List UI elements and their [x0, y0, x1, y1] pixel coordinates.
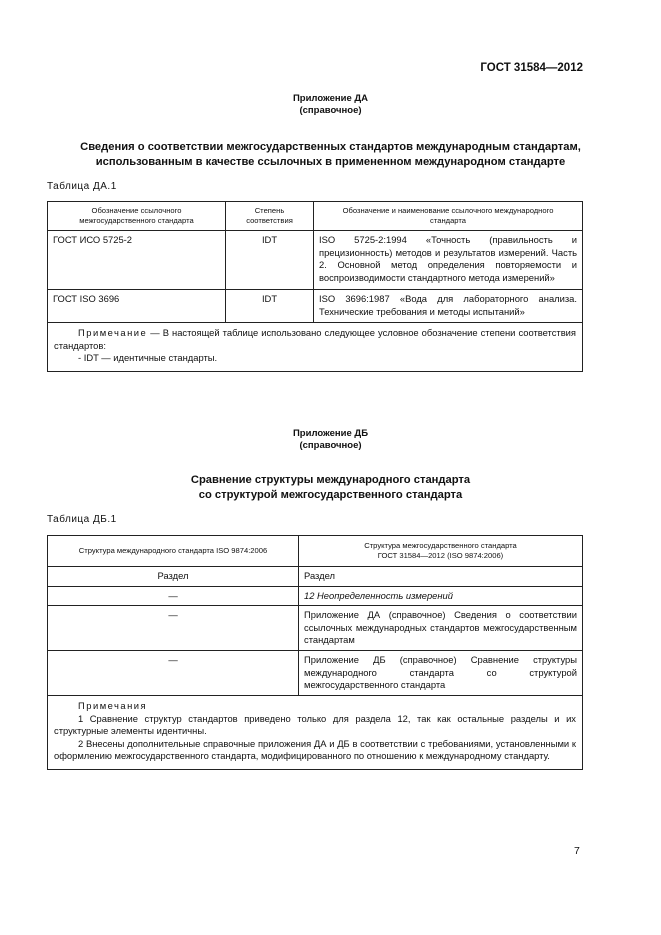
column-header: [314, 202, 583, 231]
annex-b-title-line2: (справочное): [299, 440, 362, 451]
note-text: — В настоящей таблице использовано следующее условное обозначение степени соответствия стандартов:: [54, 327, 576, 351]
cell-left: —: [48, 606, 299, 651]
table-da1: [47, 201, 583, 372]
cell-right: Приложение ДБ (справочное) Сравнение структуры международного стандарта со структурой межгосударственного стандарта: [299, 651, 583, 696]
cell-left: —: [48, 586, 299, 606]
column-header-line: межгосударственного стандарта: [79, 216, 194, 225]
section-label: Раздел: [299, 567, 583, 587]
cell-degree: IDT: [226, 290, 314, 323]
cell-right-text: 12 Неопределенность измерений: [304, 589, 453, 601]
cell-designation: ГОСТ ИСО 5725-2: [48, 231, 226, 290]
section-label: Раздел: [48, 567, 299, 587]
annex-b-heading-line2: со структурой межгосударственного стандарта: [198, 489, 463, 501]
column-header-line: Структура межгосударственного стандарта: [364, 541, 517, 550]
annex-a-heading-line2: использованным в качестве ссылочных в примененном международном стандарте: [95, 156, 566, 168]
column-header: [48, 202, 226, 231]
cell-designation: ГОСТ ISO 3696: [48, 290, 226, 323]
annex-b-heading-line1: Сравнение структуры международного стандарта: [190, 474, 471, 486]
table-notes: [48, 696, 583, 770]
annex-a-heading: [0, 140, 661, 170]
note-label: Примечание: [78, 327, 148, 338]
column-header-line: ГОСТ 31584—2012 (ISO 9874:2006): [377, 551, 504, 560]
annex-b-title-line1: Приложение ДБ: [292, 428, 369, 439]
table-header-row: [48, 202, 583, 231]
table-row: [48, 606, 583, 651]
note-1: 1 Сравнение структур стандартов приведено только для раздела 12, так как остальные разделы и их структурные элементы идентичны.: [54, 712, 576, 736]
cell-name: ISO 5725-2:1994 «Точность (правильность и прецизионность) методов и результатов измерений. Часть 2. Основной метод определения повторяемости и воспроизводимости стандартного метода измерений»: [314, 231, 583, 290]
cell-right: [299, 586, 583, 606]
column-header-line: стандарта: [430, 216, 466, 225]
column-header: [226, 202, 314, 231]
column-header-line: Обозначение и наименование ссылочного международного: [342, 206, 554, 215]
table-row: [48, 651, 583, 696]
cell-name: ISO 3696:1987 «Вода для лабораторного анализа. Технические требования и методы испытаний»: [314, 290, 583, 323]
cell-degree: IDT: [226, 231, 314, 290]
table-note-row: [48, 323, 583, 372]
table-db1-caption: Таблица ДБ.1: [47, 514, 117, 525]
table-row: [48, 586, 583, 606]
page-number: 7: [574, 845, 580, 857]
column-header: [299, 536, 583, 567]
table-db1: [47, 535, 583, 770]
cell-left: —: [48, 651, 299, 696]
column-header-line: соответствия: [246, 216, 293, 225]
table-row: [48, 231, 583, 290]
note-item: - IDT — идентичные стандарты.: [78, 352, 218, 363]
column-header: Структура международного стандарта ISO 9874:2006: [48, 536, 299, 567]
note-paragraph: [54, 327, 576, 352]
annex-a-title-line2: (справочное): [299, 105, 362, 116]
cell-right: Приложение ДА (справочное) Сведения о соответствии ссылочных международных стандартов межгосударственным стандартам: [299, 606, 583, 651]
table-header-row: [48, 536, 583, 567]
table-da1-caption: Таблица ДА.1: [47, 181, 117, 192]
column-header-line: Степень: [254, 206, 285, 215]
annex-a-title-line1: Приложение ДА: [292, 93, 369, 104]
document-number: ГОСТ 31584—2012: [480, 62, 583, 74]
column-header-line: Обозначение ссылочного: [91, 206, 182, 215]
table-note: [48, 323, 583, 372]
note-2: 2 Внесены дополнительные справочные приложения ДА и ДБ в соответствии с требованиями, установленными к оформлению межгосударственного стандарта, модифицированного по отношению к международному стандарту.: [54, 737, 576, 761]
annex-a-heading-line1: Сведения о соответствии межгосударственных стандартов международным стандартам,: [80, 141, 581, 153]
section-row: [48, 567, 583, 587]
annex-a-title: [0, 93, 661, 117]
notes-label: Примечания: [78, 700, 148, 711]
annex-b-title: [0, 428, 661, 452]
annex-b-heading: [0, 473, 661, 503]
table-note-row: [48, 696, 583, 770]
table-row: [48, 290, 583, 323]
